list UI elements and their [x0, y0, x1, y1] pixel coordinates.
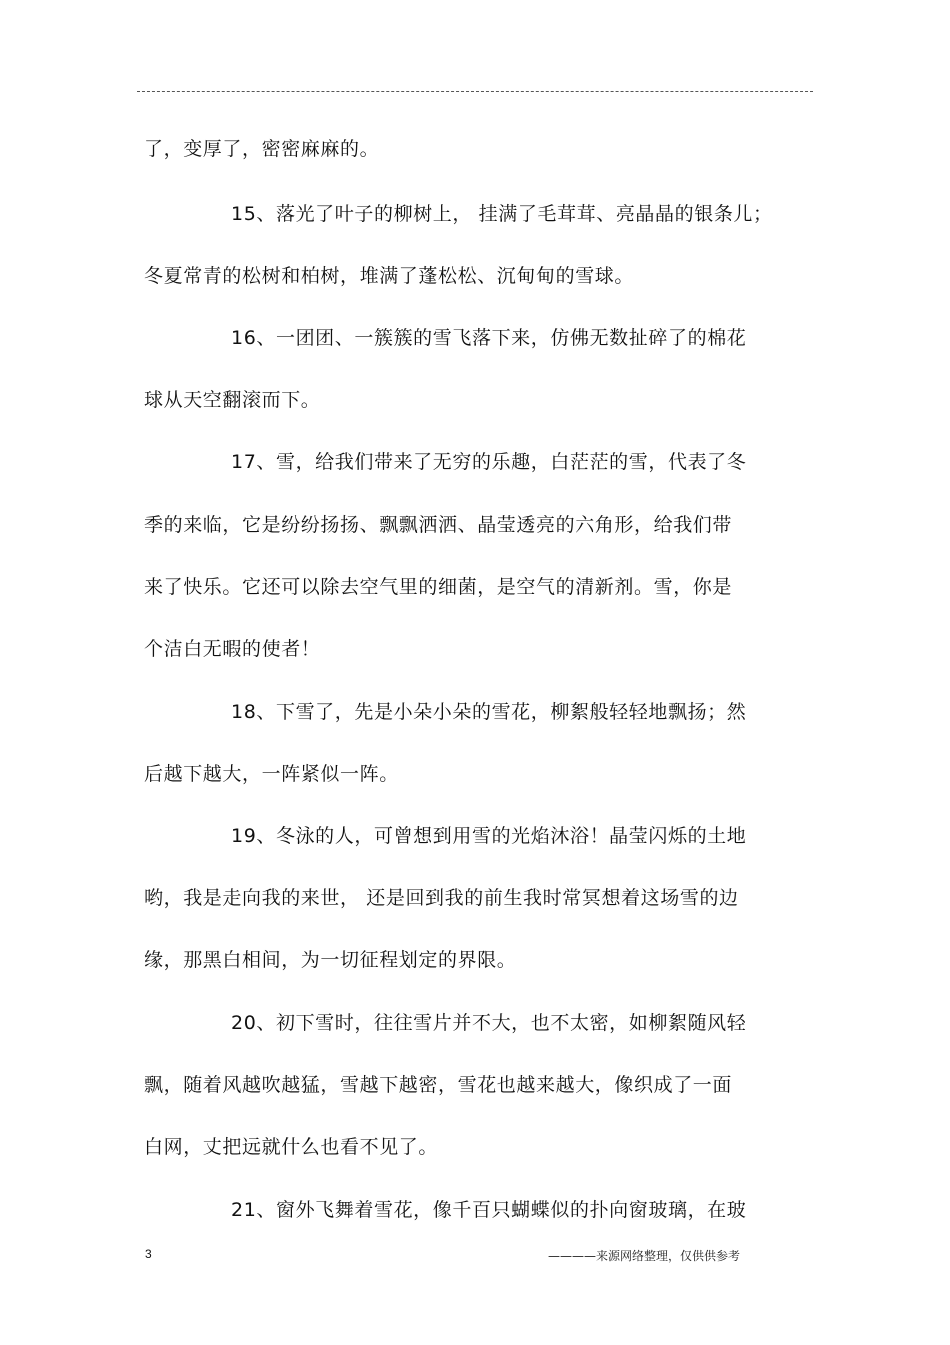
text-line: 后越下越大，一阵紧似一阵。	[144, 763, 399, 785]
text-line: 哟，我是走向我的来世， 还是回到我的前生我时常冥想着这场雪的边	[144, 887, 739, 909]
text-line: 白网，丈把远就什么也看不见了。	[144, 1136, 439, 1158]
text-line: 19、冬泳的人，可曾想到用雪的光焰沐浴！晶莹闪烁的土地	[231, 825, 747, 847]
text-line: 冬夏常青的松树和柏树，堆满了蓬松松、沉甸甸的雪球。	[144, 265, 635, 287]
text-line: 17、雪，给我们带来了无穷的乐趣，白茫茫的雪，代表了冬	[231, 451, 747, 473]
text-line: 15、落光了叶子的柳树上， 挂满了毛茸茸、亮晶晶的银条儿；	[231, 203, 773, 225]
text-line: 20、初下雪时，往往雪片并不大，也不太密，如柳絮随风轻	[231, 1012, 747, 1034]
text-line: 球从天空翻滚而下。	[144, 389, 321, 411]
text-line: 来了快乐。它还可以除去空气里的细菌，是空气的清新剂。雪，你是	[144, 576, 733, 598]
page-number: 3	[145, 1247, 152, 1261]
text-line: 飘，随着风越吹越猛，雪越下越密，雪花也越来越大，像织成了一面	[144, 1074, 733, 1096]
text-line: 18、下雪了，先是小朵小朵的雪花，柳絮般轻轻地飘扬；然	[231, 701, 747, 723]
text-line: 16、一团团、一簇簇的雪飞落下来，仿佛无数扯碎了的棉花	[231, 327, 747, 349]
source-note: ————来源网络整理，仅供供参考	[548, 1249, 741, 1263]
text-line: 了，变厚了，密密麻麻的。	[144, 138, 380, 160]
header-rule	[137, 91, 813, 92]
text-line: 个洁白无暇的使者！	[144, 638, 321, 660]
text-line: 21、窗外飞舞着雪花，像千百只蝴蝶似的扑向窗玻璃，在玻	[231, 1199, 747, 1221]
text-line: 缘，那黑白相间，为一切征程划定的界限。	[144, 949, 517, 971]
text-line: 季的来临，它是纷纷扬扬、飘飘洒洒、晶莹透亮的六角形，给我们带	[144, 514, 733, 536]
